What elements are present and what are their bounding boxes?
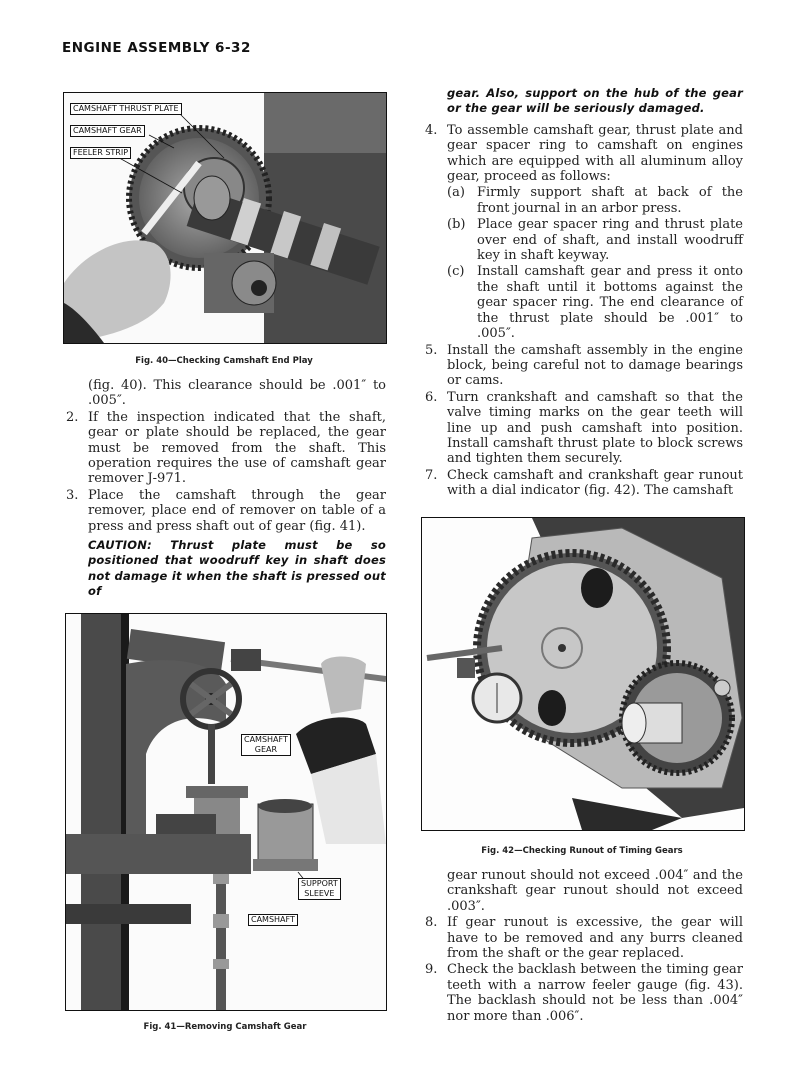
step-text: Check camshaft and crankshaft gear runout with a dial indicator (fig. 42). The camshaft [447, 467, 743, 499]
step-number: 3. [66, 487, 79, 503]
step-9 [425, 962, 743, 1024]
step-3 [66, 487, 386, 534]
step-number: 9. [425, 962, 438, 978]
step-8 [425, 915, 743, 962]
step-number: 7. [425, 467, 438, 483]
figure-40-caption: Fig. 40—Checking Camshaft End Play [135, 356, 313, 366]
step-text: Turn crankshaft and camshaft so that the valve timing marks on the gear teeth will line up and push camshaft into position. Install camshaft thrust plate to block screws and tighten them securely. [447, 389, 743, 467]
substep-a [447, 185, 743, 216]
step-number: 8. [425, 915, 438, 931]
figure-42-image [421, 517, 745, 831]
step-text: If the inspection indicated that the shaft, gear or plate should be replaced, the gear must be removed from the shaft. This operation requires the use of camshaft gear remover J-971. [88, 409, 386, 487]
caution-text: CAUTION: Thrust plate must be so positioned that woodruff key in shaft does not damage it when the shaft is pressed out of [88, 538, 386, 599]
camshaft-gear-removal-photo [66, 614, 386, 1010]
label-camshaft-gear [241, 734, 291, 756]
substep-c [447, 264, 743, 342]
substep-label: (c) [447, 264, 465, 280]
step-4 [425, 122, 743, 185]
step-5 [425, 342, 743, 389]
figure-42-caption: Fig. 42—Checking Runout of Timing Gears [481, 846, 683, 856]
step-number: 2. [66, 409, 79, 425]
substep-label: (a) [447, 185, 465, 201]
caution-continued-text: gear. Also, support on the hub of the gear or the gear will be seriously damaged. [447, 86, 743, 116]
step-number: 4. [425, 122, 438, 138]
substep-text: Place gear spacer ring and thrust plate over end of shaft, and install woodruff key in shaft keyway. [477, 217, 743, 264]
step-number: 6. [425, 389, 438, 405]
step-text: Check the backlash between the timing gear teeth with a narrow feeler gauge (fig. 43). The backlash should not be less than .004″ nor more than .006″. [447, 962, 743, 1024]
label-line: GEAR [254, 745, 278, 754]
figure-40-image [63, 92, 387, 344]
label-line: SUPPORT [301, 879, 338, 888]
substep-text: Install camshaft gear and press it onto the shaft until it bottoms against the gear spacer ring. The end clearance of the thrust plate should be .001″ to .005″. [477, 264, 743, 342]
step-text: If gear runout is excessive, the gear will have to be removed and any burrs cleaned from the shaft or the gear replaced. [447, 915, 743, 962]
label-support-sleeve [298, 878, 341, 900]
right-text-column-bottom [425, 868, 743, 1025]
step-text: Install the camshaft assembly in the engine block, being careful not to damage bearings or cams. [447, 342, 743, 389]
label-line: CAMSHAFT [244, 735, 288, 744]
figure-41-image [65, 613, 387, 1011]
step-7 [425, 467, 743, 499]
label-camshaft-gear: CAMSHAFT GEAR [70, 125, 145, 137]
substep-b [447, 217, 743, 264]
label-line: SLEEVE [304, 889, 335, 898]
label-camshaft-thrust-plate: CAMSHAFT THRUST PLATE [70, 103, 182, 115]
step-number: 5. [425, 342, 438, 358]
step-text: To assemble camshaft gear, thrust plate and gear spacer ring to camshaft on engines which are equipped with all aluminum alloy gear, proceed as follows: [447, 122, 743, 185]
step-6 [425, 389, 743, 467]
step-text: Place the camshaft through the gear remover, place end of remover on table of a press and press shaft out of gear (fig. 41). [88, 487, 386, 534]
fig40-continuation-text: (fig. 40). This clearance should be .001″ to .005″. [88, 378, 386, 409]
right-text-column-top [425, 86, 743, 500]
step-2 [66, 409, 386, 487]
timing-gears-runout-photo [422, 518, 744, 830]
left-text-column [66, 378, 386, 601]
step-7-continued-text: gear runout should not exceed .004″ and the crankshaft gear runout should not exceed .003″. [447, 868, 743, 914]
substep-text: Firmly support shaft at back of the front journal in an arbor press. [477, 185, 743, 216]
label-feeler-strip: FEELER STRIP [70, 147, 131, 159]
page-header: ENGINE ASSEMBLY 6-32 [62, 40, 251, 56]
figure-41-caption: Fig. 41—Removing Camshaft Gear [143, 1022, 307, 1032]
label-camshaft: CAMSHAFT [248, 914, 298, 926]
substep-label: (b) [447, 217, 466, 233]
